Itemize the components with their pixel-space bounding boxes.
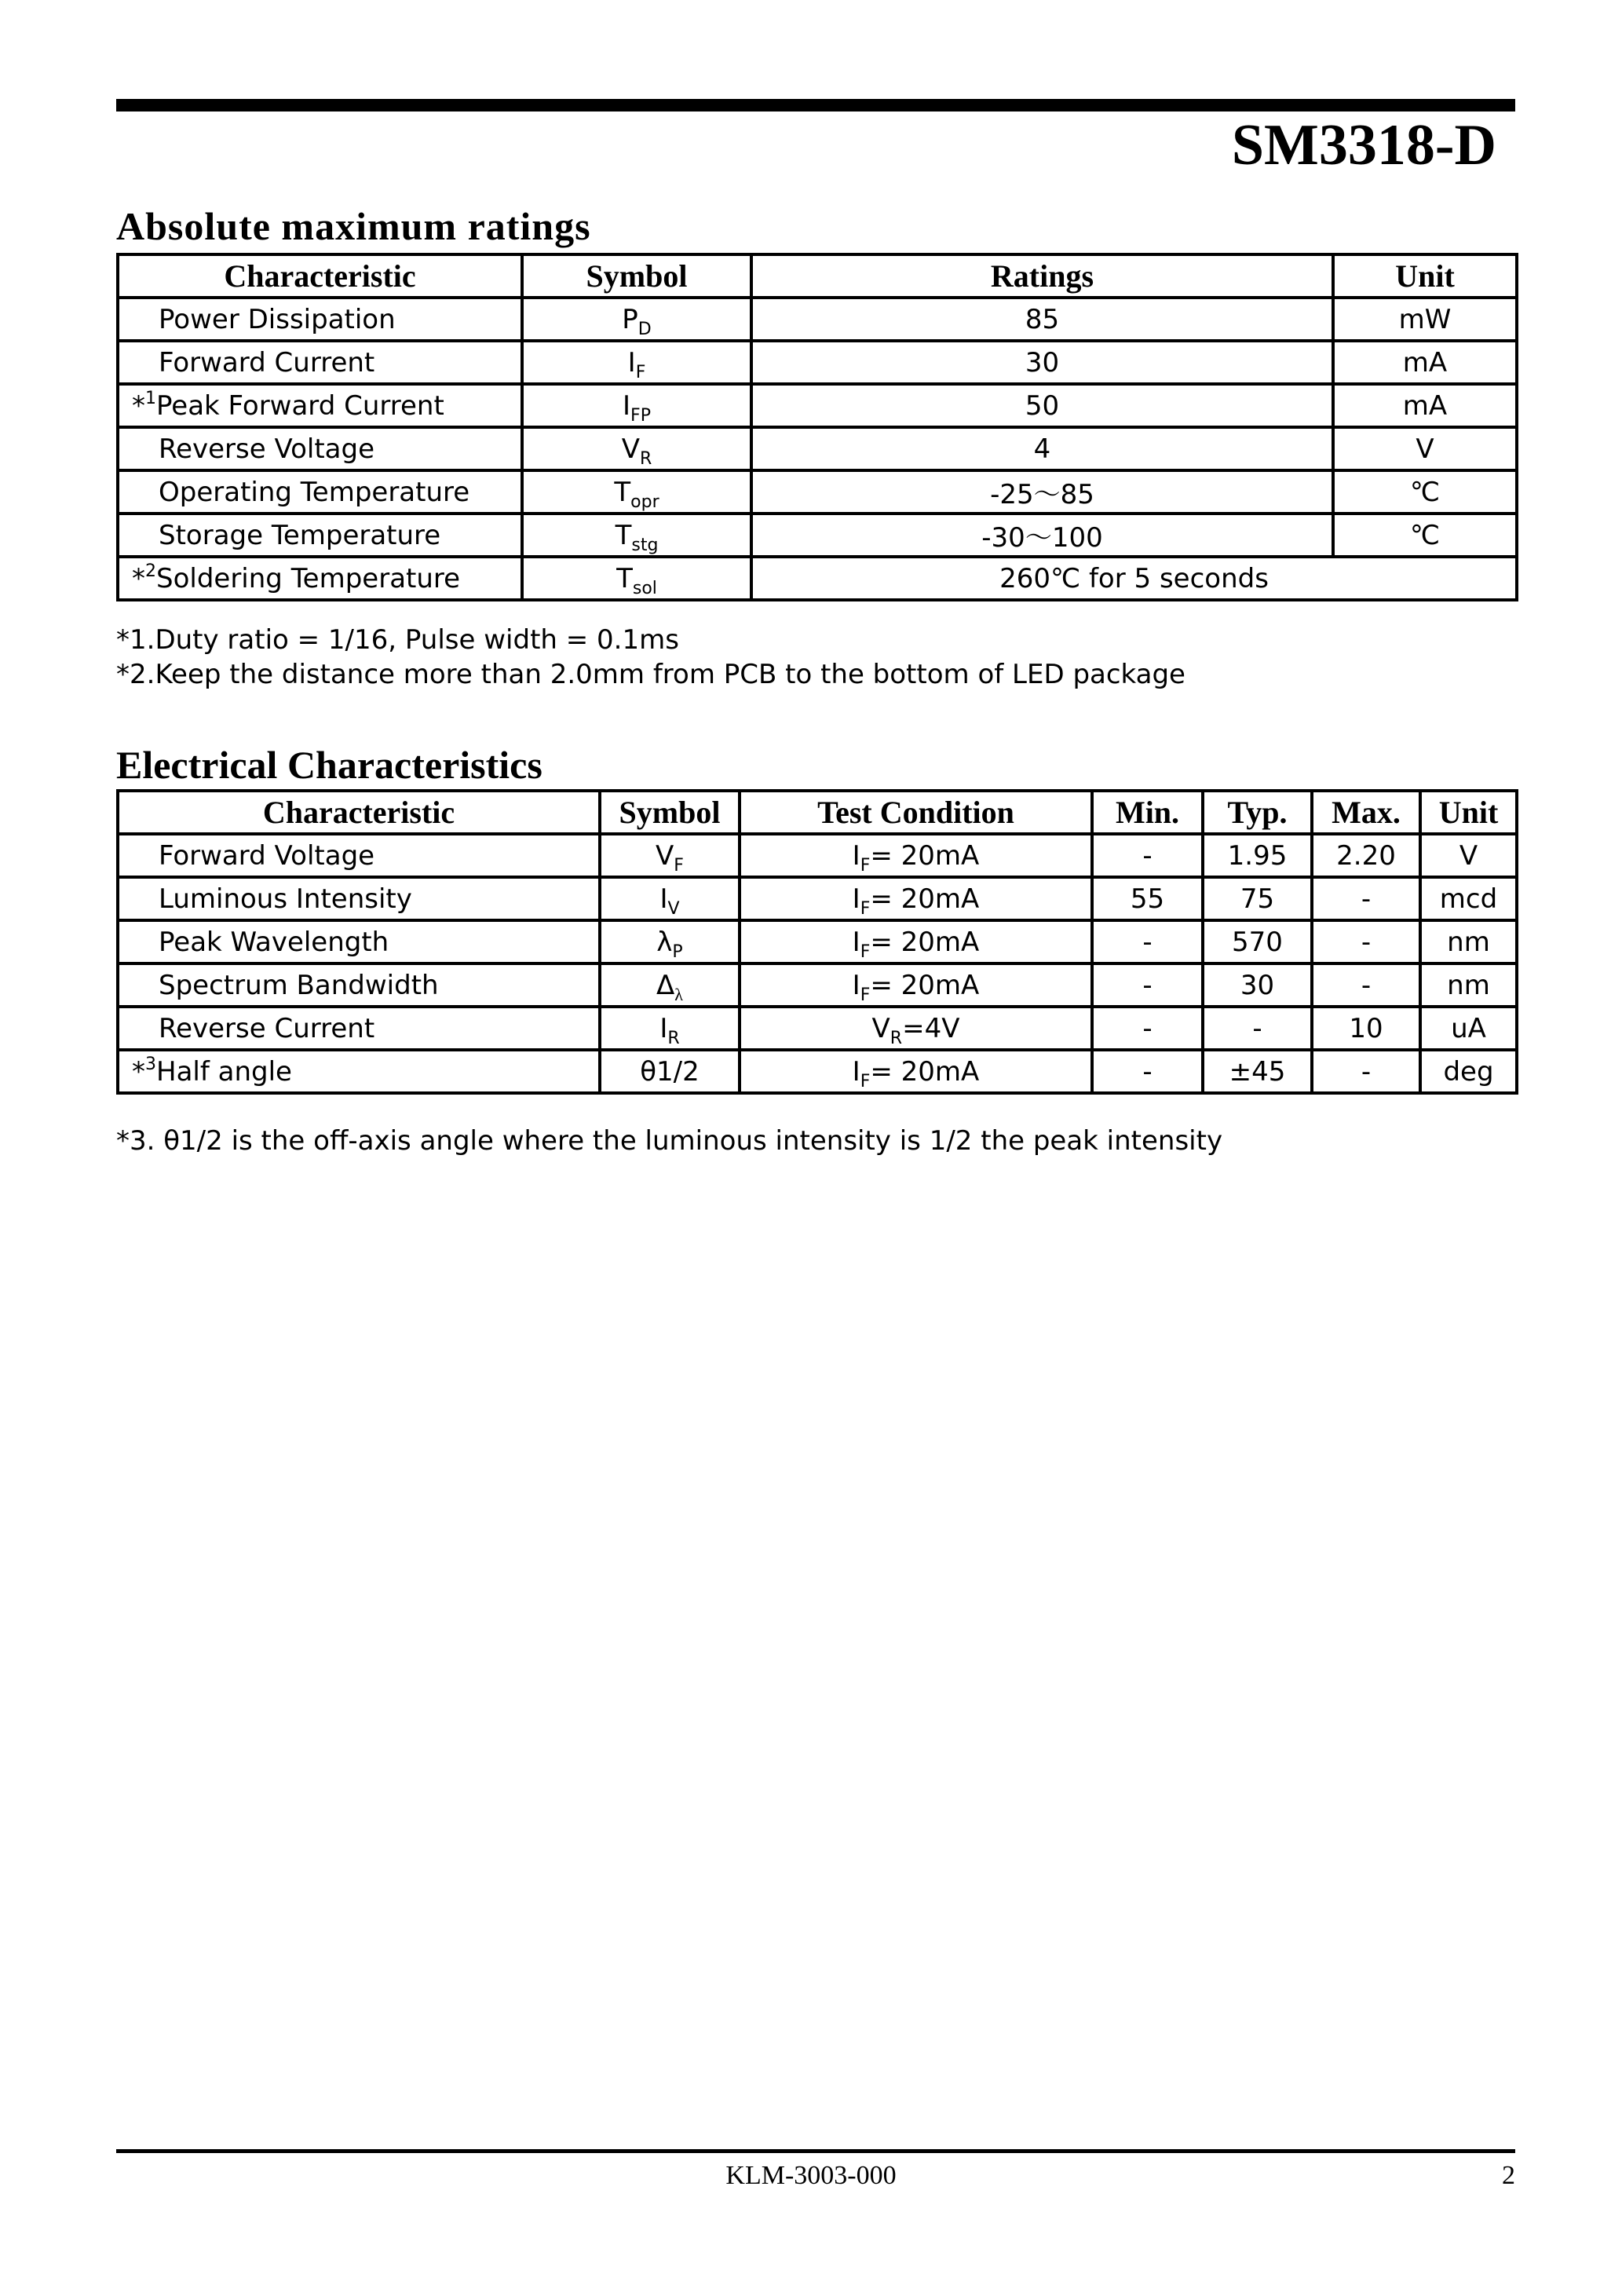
symbol-cell: $I_R$ xyxy=(600,1007,740,1050)
characteristic-cell: Reverse Current xyxy=(118,1007,600,1050)
symbol-cell: $V_F$ xyxy=(600,834,740,877)
electrical-table xyxy=(116,789,1518,1095)
absolute-max-table xyxy=(116,253,1518,601)
column-header: Unit xyxy=(1333,254,1517,298)
column-header: Typ. xyxy=(1203,791,1312,834)
unit-cell: mA xyxy=(1333,384,1517,427)
unit-cell: mA xyxy=(1333,341,1517,384)
min-cell: - xyxy=(1092,963,1203,1007)
characteristic-cell: *$^2$Soldering Temperature xyxy=(118,557,522,600)
table-row xyxy=(118,557,1517,600)
condition-cell: $I_F= 20mA$ xyxy=(740,877,1092,920)
rating-cell: -25～85 xyxy=(751,470,1333,514)
characteristic-cell: *$^1$Peak Forward Current xyxy=(118,384,522,427)
max-cell: 2.20 xyxy=(1312,834,1420,877)
column-header: Characteristic xyxy=(118,791,600,834)
table-row xyxy=(118,963,1517,1007)
max-cell: - xyxy=(1312,877,1420,920)
typ-cell: - xyxy=(1203,1007,1312,1050)
condition-cell: $I_F= 20mA$ xyxy=(740,1050,1092,1093)
characteristic-cell: Luminous Intensity xyxy=(118,877,600,920)
table-row xyxy=(118,514,1517,557)
unit-cell: ℃ xyxy=(1333,514,1517,557)
page-number: 2 xyxy=(1502,2161,1515,2190)
table-row xyxy=(118,298,1517,341)
document-code: KLM-3003-000 xyxy=(725,2161,897,2190)
max-cell: - xyxy=(1312,920,1420,963)
unit-cell: uA xyxy=(1420,1007,1517,1050)
rating-cell: 50 xyxy=(751,384,1333,427)
typ-cell: 1.95 xyxy=(1203,834,1312,877)
typ-cell: 75 xyxy=(1203,877,1312,920)
max-cell: - xyxy=(1312,963,1420,1007)
characteristic-cell: Operating Temperature xyxy=(118,470,522,514)
characteristic-cell: Spectrum Bandwidth xyxy=(118,963,600,1007)
footnote-1: *1.Duty ratio = 1/16, Pulse width = 0.1ms xyxy=(116,624,679,656)
absolute-max-title: Absolute maximum ratings xyxy=(116,204,591,248)
column-header: Ratings xyxy=(751,254,1333,298)
table-row xyxy=(118,341,1517,384)
table-row xyxy=(118,1007,1517,1050)
column-header: Min. xyxy=(1092,791,1203,834)
symbol-cell: $T_{opr}$ xyxy=(522,470,751,514)
rating-cell: -30～100 xyxy=(751,514,1333,557)
unit-cell: ℃ xyxy=(1333,470,1517,514)
symbol-cell: $\lambda_P$ xyxy=(600,920,740,963)
symbol-cell: $T_{stg}$ xyxy=(522,514,751,557)
max-cell: 10 xyxy=(1312,1007,1420,1050)
characteristic-cell: *$^3$Half angle xyxy=(118,1050,600,1093)
characteristic-cell: Forward Current xyxy=(118,341,522,384)
unit-cell: mcd xyxy=(1420,877,1517,920)
characteristic-cell: Storage Temperature xyxy=(118,514,522,557)
table-row xyxy=(118,877,1517,920)
condition-cell: $I_F= 20mA$ xyxy=(740,963,1092,1007)
symbol-cell: $P_D$ xyxy=(522,298,751,341)
table-row xyxy=(118,384,1517,427)
column-header: Test Condition xyxy=(740,791,1092,834)
typ-cell: 30 xyxy=(1203,963,1312,1007)
unit-cell: nm xyxy=(1420,963,1517,1007)
min-cell: - xyxy=(1092,834,1203,877)
column-header: Symbol xyxy=(522,254,751,298)
table-row xyxy=(118,834,1517,877)
min-cell: 55 xyxy=(1092,877,1203,920)
table-row xyxy=(118,427,1517,470)
rating-cell: 30 xyxy=(751,341,1333,384)
footnote-3: *3. θ1/2 is the off-axis angle where the luminous intensity is 1/2 the peak intensity xyxy=(116,1125,1223,1157)
column-header: Symbol xyxy=(600,791,740,834)
typ-cell: 570 xyxy=(1203,920,1312,963)
characteristic-cell: Power Dissipation xyxy=(118,298,522,341)
symbol-cell: $I_V$ xyxy=(600,877,740,920)
characteristic-cell: Peak Wavelength xyxy=(118,920,600,963)
rating-cell: 4 xyxy=(751,427,1333,470)
unit-cell: V xyxy=(1420,834,1517,877)
table-row xyxy=(118,920,1517,963)
symbol-cell: $\Delta_\lambda$ xyxy=(600,963,740,1007)
typ-cell: ±45 xyxy=(1203,1050,1312,1093)
max-cell: - xyxy=(1312,1050,1420,1093)
footnote-2: *2.Keep the distance more than 2.0mm from PCB to the bottom of LED package xyxy=(116,659,1185,690)
symbol-cell: $I_F$ xyxy=(522,341,751,384)
electrical-title: Electrical Characteristics xyxy=(116,743,542,787)
min-cell: - xyxy=(1092,1050,1203,1093)
rating-cell: 260℃ for 5 seconds xyxy=(751,557,1517,600)
part-number: SM3318-D xyxy=(1231,113,1496,177)
column-header: Unit xyxy=(1420,791,1517,834)
min-cell: - xyxy=(1092,1007,1203,1050)
rating-cell: 85 xyxy=(751,298,1333,341)
unit-cell: nm xyxy=(1420,920,1517,963)
table-header-row xyxy=(118,791,1517,834)
table-header-row xyxy=(118,254,1517,298)
column-header: Characteristic xyxy=(118,254,522,298)
unit-cell: mW xyxy=(1333,298,1517,341)
symbol-cell: $V_R$ xyxy=(522,427,751,470)
characteristic-cell: Reverse Voltage xyxy=(118,427,522,470)
symbol-cell: $I_{FP}$ xyxy=(522,384,751,427)
condition-cell: $I_F= 20mA$ xyxy=(740,920,1092,963)
footer-rule xyxy=(116,2149,1515,2153)
symbol-cell: $T_{sol}$ xyxy=(522,557,751,600)
condition-cell: $V_R=4V$ xyxy=(740,1007,1092,1050)
min-cell: - xyxy=(1092,920,1203,963)
condition-cell: $I_F= 20mA$ xyxy=(740,834,1092,877)
symbol-cell: θ1/2 xyxy=(600,1050,740,1093)
table-row xyxy=(118,1050,1517,1093)
unit-cell: V xyxy=(1333,427,1517,470)
table-row xyxy=(118,470,1517,514)
unit-cell: deg xyxy=(1420,1050,1517,1093)
characteristic-cell: Forward Voltage xyxy=(118,834,600,877)
column-header: Max. xyxy=(1312,791,1420,834)
